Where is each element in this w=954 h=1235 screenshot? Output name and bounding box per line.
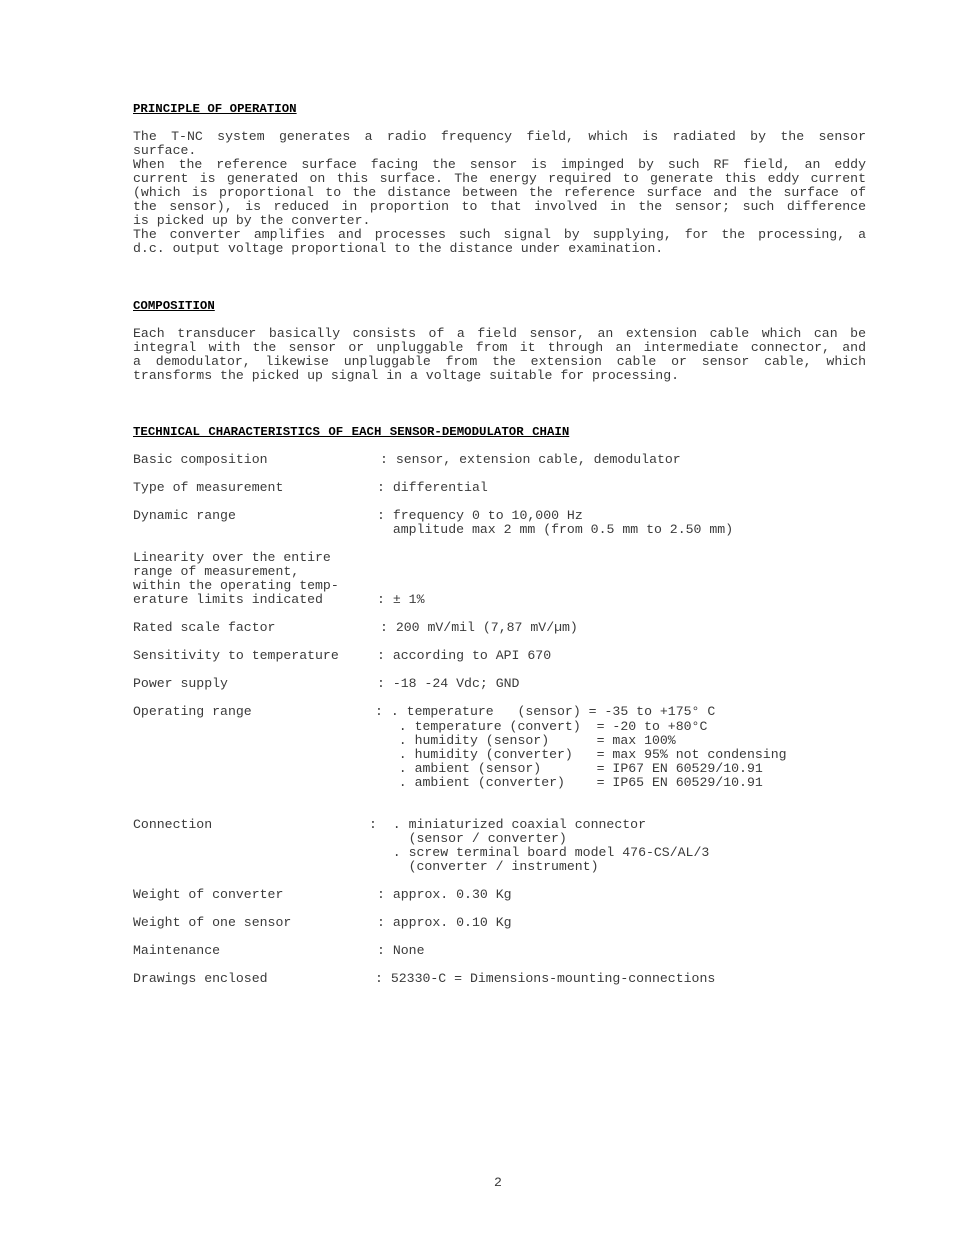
spec-value: : sensor, extension cable, demodulator	[380, 452, 681, 467]
spec-label: Connection	[133, 817, 213, 832]
spec-value: : frequency 0 to 10,000 Hz	[377, 508, 583, 523]
spec-value: : . temperature (sensor) = -35 to +175° C	[375, 704, 716, 719]
spec-value: : None	[377, 943, 425, 958]
spec-label: Power supply	[133, 676, 228, 691]
text-line: is picked up by the converter.	[133, 213, 371, 228]
text-line: transforms the picked up signal in a voltage suitable for processing.	[133, 368, 680, 383]
page-number: 2	[494, 1175, 502, 1190]
spec-value: : ± 1%	[377, 592, 425, 607]
text-line: the sensor), is reduced in proportion to that involved in the sensor; such difference	[133, 199, 866, 214]
text-line: d.c. output voltage proportional to the distance under examination.	[133, 241, 664, 256]
spec-value: . screw terminal board model 476-CS/AL/3	[369, 845, 710, 860]
spec-label: Operating range	[133, 704, 252, 719]
principle-paragraph	[133, 130, 866, 256]
text-line: current is generated on this surface. The energy required to generate this eddy current	[133, 171, 866, 186]
spec-value: : approx. 0.10 Kg	[377, 915, 512, 930]
spec-label: Type of measurement	[133, 480, 284, 495]
spec-value: amplitude max 2 mm (from 0.5 mm to 2.50 mm)	[377, 522, 734, 537]
spec-label: Weight of converter	[133, 887, 284, 902]
text-line: (which is proportional to the distance between the reference surface and the surface of	[133, 185, 866, 200]
composition-paragraph	[133, 327, 866, 383]
spec-value: . humidity (sensor) = max 100%	[375, 733, 676, 748]
spec-label: Sensitivity to temperature	[133, 648, 339, 663]
text-line: Each transducer basically consists of a field sensor, an extension cable which can be	[133, 326, 866, 341]
spec-value: . ambient (converter) = IP65 EN 60529/10.91	[375, 775, 763, 790]
spec-value: (converter / instrument)	[369, 859, 599, 874]
spec-value: : 200 mV/mil (7,87 mV/µm)	[380, 620, 578, 635]
section-heading-technical: TECHNICAL CHARACTERISTICS OF EACH SENSOR-DEMODULATOR CHAIN	[133, 425, 570, 439]
text-line: The converter amplifies and processes such signal by supplying, for the processing, a	[133, 227, 866, 242]
spec-label: erature limits indicated	[133, 592, 323, 607]
spec-value: . humidity (converter) = max 95% not condensing	[375, 747, 787, 762]
section-heading-composition: COMPOSITION	[133, 299, 215, 313]
spec-value: : according to API 670	[377, 648, 552, 663]
spec-label: Dynamic range	[133, 508, 236, 523]
text-line: When the reference surface facing the sensor is impinged by such RF field, an eddy	[133, 157, 866, 172]
spec-label: range of measurement,	[133, 564, 300, 579]
section-heading-principle: PRINCIPLE OF OPERATION	[133, 102, 297, 116]
spec-label: Maintenance	[133, 943, 221, 958]
spec-value: . temperature (convert) = -20 to +80°C	[375, 719, 708, 734]
spec-label: Linearity over the entire	[133, 550, 331, 565]
text-line: integral with the sensor or unpluggable from it through an intermediate connector, and	[133, 340, 866, 355]
spec-value: : -18 -24 Vdc; GND	[377, 676, 520, 691]
spec-value: . ambient (sensor) = IP67 EN 60529/10.91	[375, 761, 763, 776]
spec-label: Basic composition	[133, 452, 268, 467]
spec-label: Rated scale factor	[133, 620, 276, 635]
text-line: a demodulator, likewise unpluggable from the extension cable or sensor cable, which	[133, 354, 866, 369]
spec-value: : . miniaturized coaxial connector	[369, 817, 646, 832]
spec-label: Drawings enclosed	[133, 971, 268, 986]
spec-label: Weight of one sensor	[133, 915, 292, 930]
spec-value: : differential	[377, 480, 488, 495]
spec-value: : 52330-C = Dimensions-mounting-connections	[375, 971, 716, 986]
text-line: The T-NC system generates a radio frequency field, which is radiated by the sensor	[133, 129, 866, 144]
spec-value: (sensor / converter)	[369, 831, 567, 846]
spec-value: : approx. 0.30 Kg	[377, 887, 512, 902]
text-line: surface.	[133, 143, 197, 158]
spec-label: within the operating temp-	[133, 578, 339, 593]
